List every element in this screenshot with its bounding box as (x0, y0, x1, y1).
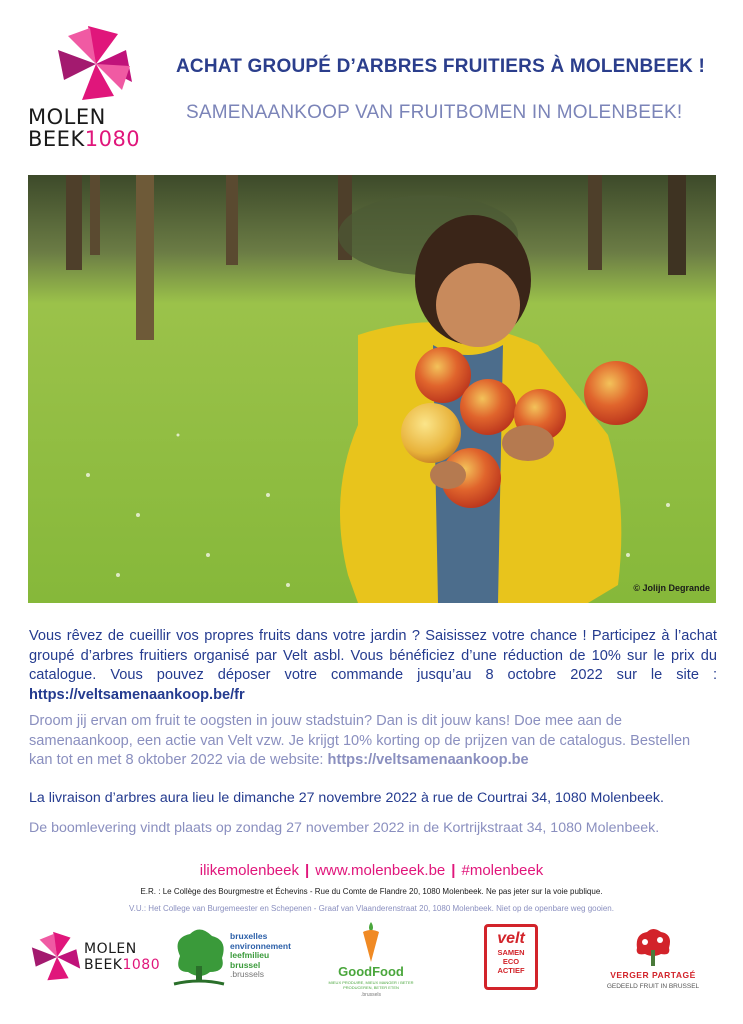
logo-line1: MOLEN (28, 105, 106, 129)
partner-logo-goodfood (330, 928, 412, 1000)
delivery-dutch: De boomlevering vindt plaats op zondag 27 november 2022 in de Kortrijkstraat 34, 1080 Molenbeek. (29, 820, 660, 836)
hero-photo (28, 175, 716, 603)
logo-line2: BEEK1080 (28, 127, 141, 151)
carrot-icon (358, 922, 384, 962)
velt-l3: ACTIEF (497, 966, 525, 975)
publisher-notice-french: E.R. : Le Collège des Bourgmestre et Échevins - Rue du Comte de Flandre 20, 1080 Molenbeek. Ne pas jeter sur la voie publique. (140, 887, 603, 896)
velt-link-fr[interactable]: https://veltsamenaankoop.be/fr (29, 686, 245, 703)
child-with-apples-image (28, 175, 716, 603)
velt-name: velt (497, 930, 525, 947)
footer-link-website[interactable]: www.molenbeek.be (315, 862, 446, 879)
publisher-notice-dutch: V.U.: Het College van Burgemeester en Schepenen - Graaf van Vlaanderenstraat 20, 1080 Molenbeek. Niet op de openbare weg gooien. (129, 904, 614, 913)
paragraph-dutch (29, 712, 717, 771)
footer-separator: | (451, 862, 456, 879)
title-french: ACHAT GROUPÉ D’ARBRES FRUITIERS À MOLENBEEK ! (176, 56, 706, 77)
velt-l2: ECO (502, 957, 520, 966)
title-dutch: SAMENAANKOOP VAN FRUITBOMEN IN MOLENBEEK! (186, 102, 683, 123)
velt-link-nl[interactable]: https://veltsamenaankoop.be (327, 752, 529, 768)
footer-link-hashtag[interactable]: #molenbeek (461, 862, 544, 879)
delivery-french: La livraison d’arbres aura lieu le dimanche 27 novembre 2022 à rue de Courtrai 34, 1080 Molenbeek. (29, 790, 664, 806)
paragraph-dutch-text: Droom jij ervan om fruit te oogsten in jouw stadstuin? Dan is dit jouw kans! Doe mee aan de samenaankoop, een actie van Velt vzw. Je krijgt 10% korting op de prijzen van de catalogus. Bestellen kan tot en met 8 oktober 2022 via de website: (29, 713, 691, 768)
footer-links (0, 862, 743, 879)
verger-name: VERGER PARTAGÉ (610, 970, 696, 980)
partner-logo-bruxelles-environnement (170, 928, 300, 992)
verger-sub: GEDEELD FRUIT IN BRUSSEL (606, 983, 700, 990)
partner-molenbeek-line1: MOLEN (84, 941, 137, 957)
goodfood-sub: .brussels (360, 992, 381, 998)
partner-molenbeek-line2: BEEK1080 (84, 957, 161, 973)
partner-logo-velt (484, 924, 538, 990)
partner-env-text: bruxelles environnement leefmilieu brussel .brussels (230, 931, 291, 979)
goodfood-tagline: MIEUX PRODUIRE, MIEUX MANGER / BETER PRODUCEREN, BETER ETEN (328, 980, 414, 990)
pinwheel-icon (28, 928, 86, 986)
goodfood-name: GoodFood (338, 964, 404, 979)
molenbeek-logo (28, 24, 158, 154)
fruit-tree-icon (633, 928, 673, 968)
velt-l1: SAMEN (497, 948, 525, 957)
paragraph-french-text: Vous rêvez de cueillir vos propres fruits dans votre jardin ? Saisissez votre chance ! Participez à l’achat groupé d’arbres fruitiers organisé par Velt asbl. Vous bénéficiez d’une réduction de 10% sur le prix du catalogue. Vous pouvez déposer votre commande jusqu’au 8 octobre 2022 sur le site : (29, 628, 717, 683)
partner-logo-verger-partage (598, 928, 708, 994)
footer-link-ilikemolenbeek[interactable]: ilikemolenbeek (199, 862, 299, 879)
photo-credit: © Jolijn Degrande (633, 583, 710, 593)
pinwheel-icon (28, 24, 158, 104)
paragraph-french (29, 627, 717, 705)
partner-logo-molenbeek (28, 928, 161, 988)
tree-icon (170, 928, 228, 990)
footer-separator: | (305, 862, 310, 879)
